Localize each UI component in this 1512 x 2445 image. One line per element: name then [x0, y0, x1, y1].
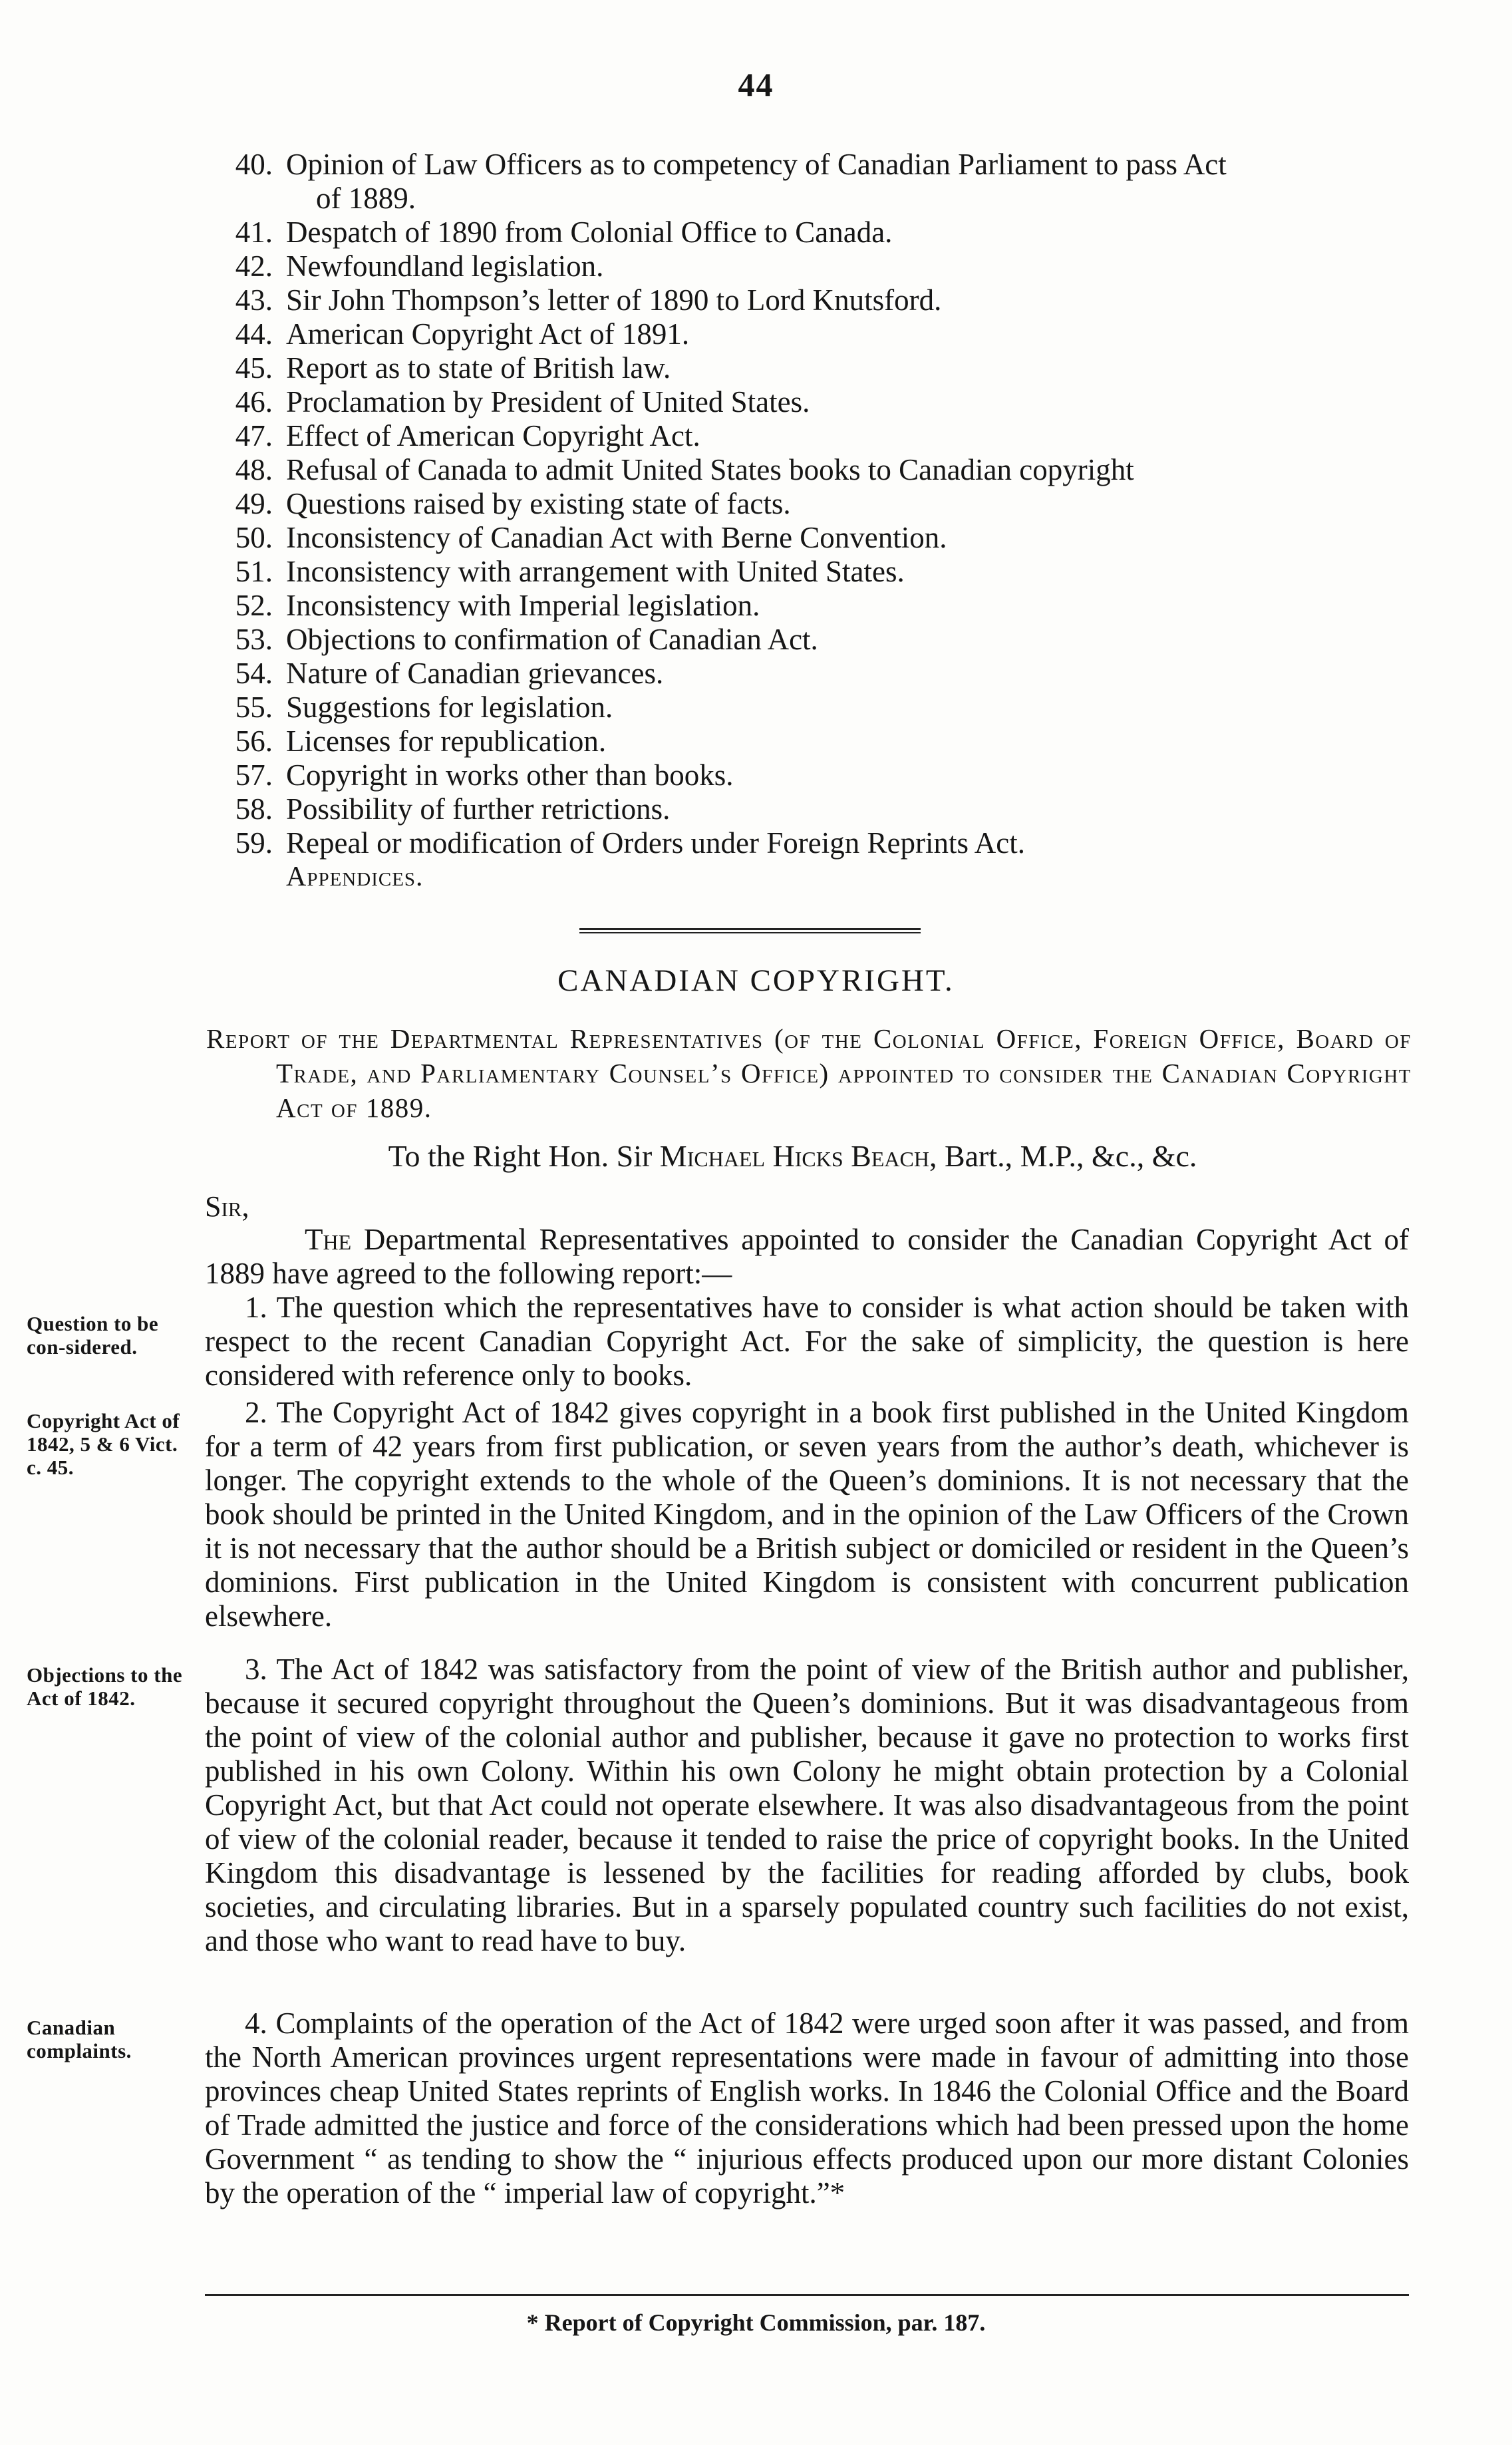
section-divider: [579, 928, 921, 930]
margin-note: Canadian complaints.: [27, 2016, 132, 2062]
contents-item-text: Questions raised by existing state of facts.: [286, 487, 791, 520]
contents-item: [200, 555, 1430, 589]
contents-item-number: 45.: [235, 351, 273, 385]
contents-list: [200, 148, 1430, 894]
contents-item-number: 46.: [235, 385, 273, 418]
contents-item-number: 56.: [235, 725, 273, 758]
report-heading: [206, 1021, 1412, 1125]
section-divider: [579, 932, 921, 933]
addressee-name: Michael Hicks Beach: [659, 1139, 929, 1173]
contents-item-number: 58.: [235, 792, 273, 826]
contents-item-number: 51.: [235, 555, 273, 588]
contents-item-text: Inconsistency with Imperial legislation.: [286, 589, 760, 622]
contents-item-text: Suggestions for legislation.: [286, 691, 613, 724]
contents-item: [200, 521, 1430, 555]
contents-item-number: 50.: [235, 521, 273, 554]
contents-item-number: 57.: [235, 758, 273, 792]
contents-item-text: Newfoundland legislation.: [286, 249, 604, 283]
contents-item-number: 49.: [235, 487, 273, 520]
contents-item: [200, 351, 1430, 385]
contents-item-text: Opinion of Law Officers as to competency of Canadian Parliament to pass Act: [286, 148, 1227, 181]
contents-item: [200, 317, 1430, 351]
contents-item-number: 40.: [235, 148, 273, 181]
footnote: * Report of Copyright Commission, par. 187.: [526, 2309, 986, 2336]
contents-item-text: Objections to confirmation of Canadian Act.: [286, 623, 818, 656]
contents-item: [200, 385, 1430, 419]
contents-item-number: 44.: [235, 317, 273, 351]
contents-item-number: 52.: [235, 589, 273, 622]
margin-note: Copyright Act of 1842, 5 & 6 Vict. c. 45.: [27, 1409, 180, 1479]
appendices-label: Appendices.: [286, 862, 424, 892]
intro-lead: The: [305, 1223, 352, 1256]
contents-item: [200, 148, 1430, 182]
contents-item-continuation: of 1889.: [316, 182, 416, 215]
contents-item-number: 55.: [235, 691, 273, 724]
contents-item-text: Licenses for republication.: [286, 725, 607, 758]
margin-note: Objections to the Act of 1842.: [27, 1663, 183, 1710]
contents-item: [200, 419, 1430, 453]
contents-item: [200, 216, 1430, 249]
footnote-rule: [205, 2294, 1409, 2296]
contents-item-text: Repeal or modification of Orders under Foreign Reprints Act.: [286, 826, 1025, 860]
contents-item: [200, 792, 1430, 826]
paragraph-text: 3. The Act of 1842 was satisfactory from the point of view of the British author and publisher, because it secured copyright throughout the Queen’s dominions. But it was disadvantageous from the point of view of the colonial author and publisher, because it gave no protection to works first published in his own Colony. Within his own Colony he might obtain protection by a Colonial Copyright Act, but that Act could not operate elsewhere. It was also disadvantageous from the point of view of the colonial reader, because it tended to raise the price of copyright books. In the United Kingdom this disadvantage is lessened by the facilities for reading afforded by clubs, book societies, and circulating libraries. But in a sparsely populated country such facilities do not exist, and those who want to read have to buy.: [205, 1653, 1409, 1957]
contents-item-text: Despatch of 1890 from Colonial Office to Canada.: [286, 216, 893, 249]
margin-note: Question to be con-sidered.: [27, 1312, 159, 1359]
contents-item-text: Inconsistency of Canadian Act with Berne Convention.: [286, 521, 947, 554]
contents-item: [200, 249, 1430, 283]
paragraph-text: 1. The question which the representatives have to consider is what action should be taken with respect to the recent Canadian Copyright Act. For the sake of simplicity, the question is here considered with reference only to books.: [205, 1291, 1409, 1392]
paragraph: [205, 1653, 1409, 1958]
page-title: CANADIAN COPYRIGHT.: [557, 963, 955, 998]
addressee-suffix: , Bart., M.P., &c., &c.: [929, 1139, 1197, 1173]
contents-item-number: 43.: [235, 283, 273, 317]
contents-item-text: Copyright in works other than books.: [286, 758, 734, 792]
contents-item: [200, 826, 1430, 860]
report-heading-text: Report of the Departmental Representatives (of the Colonial Office, Foreign Office, Board of Trade, and Parliamentary Counsel’s Office) appointed to consider the Canadian Copyright Act of 1889.: [206, 1023, 1412, 1123]
contents-item: [200, 623, 1430, 657]
contents-item-number: 48.: [235, 453, 273, 486]
intro-paragraph: [205, 1223, 1409, 1291]
contents-item: [200, 691, 1430, 725]
paragraph-text: 2. The Copyright Act of 1842 gives copyright in a book first published in the United Kingdom for a term of 42 years from first publication, or seven years from the author’s death, whichever is longer. The copyright extends to the whole of the Queen’s dominions. It is not necessary that the book should be printed in the United Kingdom, and in the opinion of the Law Officers of the Crown it is not necessary that the author should be a British subject or domiciled or resident in the Queen’s dominions. First publication in the United Kingdom is consistent with concurrent publication elsewhere.: [205, 1396, 1409, 1633]
contents-item: [200, 725, 1430, 758]
contents-item: [200, 487, 1430, 521]
contents-item-number: 54.: [235, 657, 273, 690]
contents-item-text: Refusal of Canada to admit United States books to Canadian copyright: [286, 453, 1134, 486]
contents-item: [200, 589, 1430, 623]
addressee: [0, 1138, 1512, 1174]
intro-text: Departmental Representatives appointed to consider the Canadian Copyright Act of 1889 have agreed to the following report:—: [205, 1223, 1409, 1290]
contents-item-text: Possibility of further retrictions.: [286, 792, 671, 826]
contents-item-number: 53.: [235, 623, 273, 656]
contents-item-text: American Copyright Act of 1891.: [286, 317, 690, 351]
page-number: 44: [738, 66, 774, 103]
contents-item-text: Nature of Canadian grievances.: [286, 657, 664, 690]
contents-item: [200, 453, 1430, 487]
paragraph: [205, 2007, 1409, 2210]
contents-item-text: Sir John Thompson’s letter of 1890 to Lord Knutsford.: [286, 283, 942, 317]
salutation: Sir,: [205, 1190, 249, 1223]
contents-item-number: 41.: [235, 216, 273, 249]
contents-item-text: Proclamation by President of United States.: [286, 385, 810, 418]
contents-item-number: 47.: [235, 419, 273, 452]
paragraph: [205, 1291, 1409, 1392]
contents-item: [200, 758, 1430, 792]
contents-item-text: Report as to state of British law.: [286, 351, 671, 385]
contents-item: [200, 283, 1430, 317]
paragraph: [205, 1396, 1409, 1633]
contents-item-text: Inconsistency with arrangement with United States.: [286, 555, 905, 588]
contents-item-text: Effect of American Copyright Act.: [286, 419, 700, 452]
addressee-prefix: To the Right Hon. Sir: [388, 1139, 660, 1173]
paragraph-text: 4. Complaints of the operation of the Act of 1842 were urged soon after it was passed, and from the North American provinces urgent representations were made in favour of admitting into those provinces cheap United States reprints of English works. In 1846 the Colonial Office and the Board of Trade admitted the justice and force of the considerations which had been pressed upon the home Government “ as tending to show the “ injurious effects produced upon our more distant Colonies by the operation of the “ imperial law of copyright.”*: [205, 2007, 1409, 2209]
contents-item-number: 42.: [235, 249, 273, 283]
contents-item: [200, 657, 1430, 691]
contents-item-number: 59.: [235, 826, 273, 860]
